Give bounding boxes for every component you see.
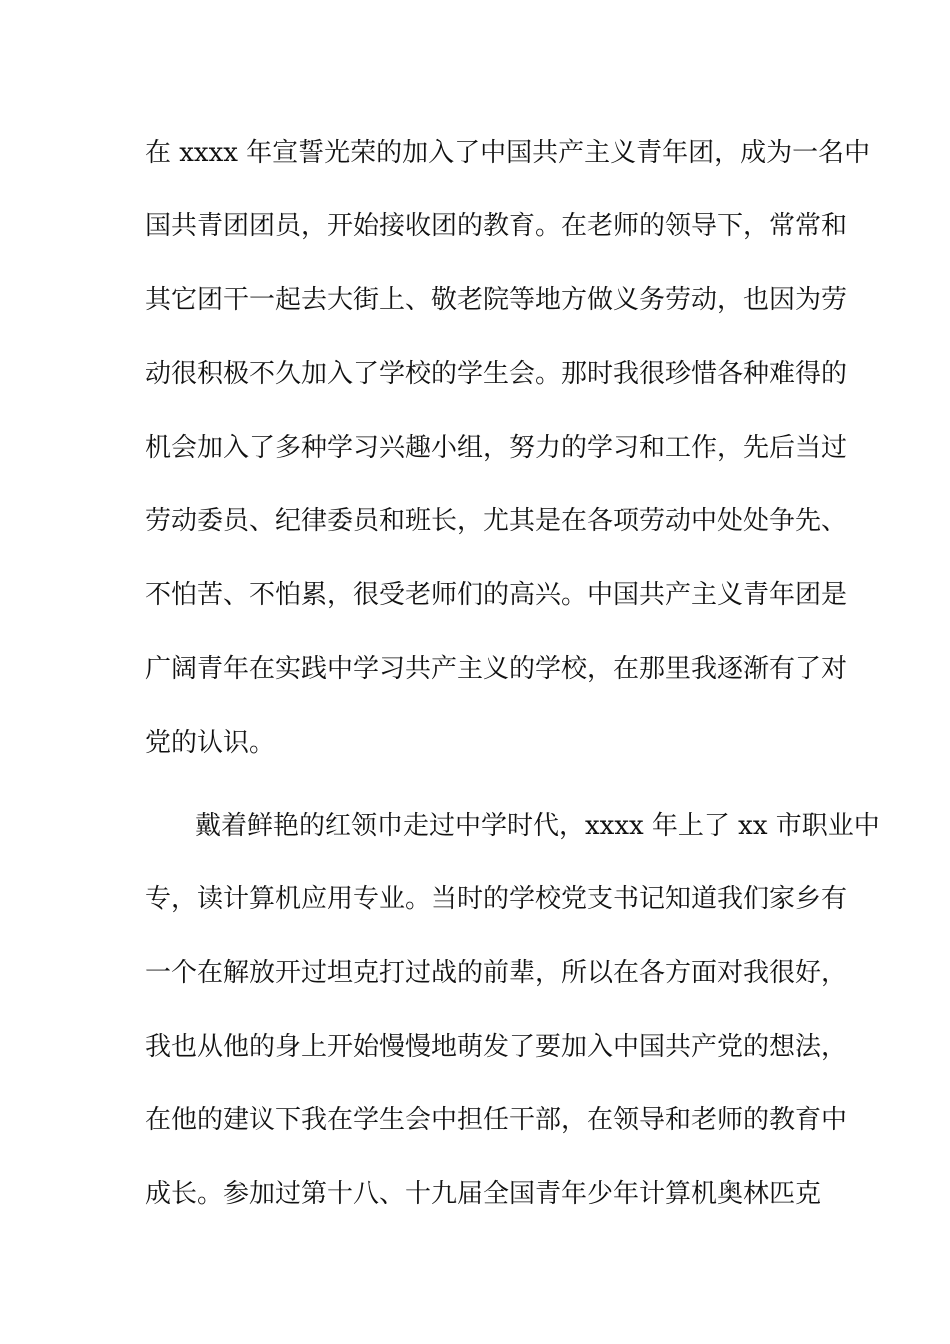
paragraph-2-line-5: 在他的建议下我在学生会中担任干部，在领导和老师的教育中	[145, 1105, 848, 1135]
paragraph-1-line-9: 党的认识。	[145, 728, 276, 758]
paragraph-1-line-7: 不怕苦、不怕累，很受老师们的高兴。中国共产主义青年团是	[145, 580, 848, 610]
paragraph-2-line-2: 专，读计算机应用专业。当时的学校党支书记知道我们家乡有	[145, 884, 848, 914]
paragraph-2-line-3: 一个在解放开过坦克打过战的前辈，所以在各方面对我很好，	[145, 958, 848, 988]
paragraph-1-line-4: 动很积极不久加入了学校的学生会。那时我很珍惜各种难得的	[145, 359, 848, 389]
paragraph-1-line-3: 其它团干一起去大街上、敬老院等地方做义务劳动，也因为劳	[145, 285, 848, 315]
paragraph-1-line-6: 劳动委员、纪律委员和班长，尤其是在各项劳动中处处争先、	[145, 506, 848, 536]
paragraph-1-line-8: 广阔青年在实践中学习共产主义的学校，在那里我逐渐有了对	[145, 654, 848, 684]
paragraph-1-line-1: 在 xxxx 年宣誓光荣的加入了中国共产主义青年团，成为一名中	[145, 138, 871, 168]
paragraph-2-line-4: 我也从他的身上开始慢慢地萌发了要加入中国共产党的想法，	[145, 1032, 848, 1062]
paragraph-1-line-5: 机会加入了多种学习兴趣小组，努力的学习和工作，先后当过	[145, 433, 848, 463]
paragraph-2-line-1: 戴着鲜艳的红领巾走过中学时代，xxxx 年上了 xx 市职业中	[195, 811, 880, 841]
paragraph-1-line-2: 国共青团团员，开始接收团的教育。在老师的领导下，常常和	[145, 211, 848, 241]
paragraph-2-line-6: 成长。参加过第十八、十九届全国青年少年计算机奥林匹克	[145, 1179, 822, 1209]
